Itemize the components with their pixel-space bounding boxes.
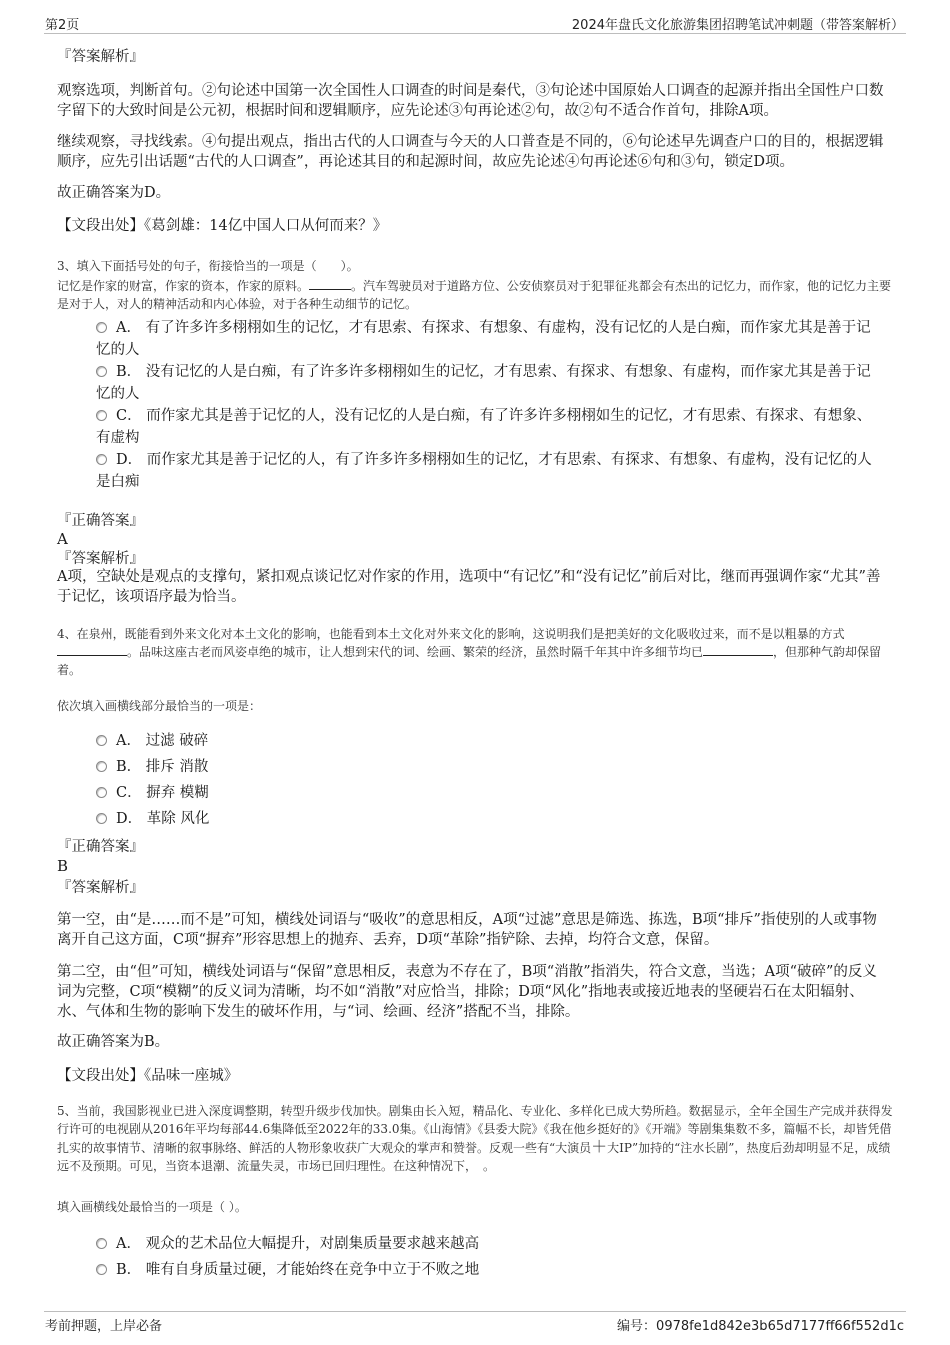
q4-option-b-text: B． 排斥 消散 (116, 759, 209, 775)
q3-option-d-text: D． 而作家尤其是善于记忆的人，有了许多许多栩栩如生的记忆，才有思索、有探求、有想象、有虚构，没有记忆的人是白痴 (96, 452, 872, 490)
radio-icon[interactable] (96, 787, 107, 798)
radio-icon[interactable] (96, 735, 107, 746)
q5-stem (57, 1102, 895, 1175)
q4-analysis-para2: 第二空，由“但”可知，横线处词语与“保留”意思相反，表意为不存在了，B项“消散”指消失，符合文意，当选；A项“破碎”的反义词为完整，C项“模糊”的反义词为清晰，均不如“消散”对应恰当，排除；D项“风化”指地表或接近地表的坚硬岩石在太阳辐射、水、气体和生物的影响下发生的破坏作用，与“词、绘画、经济”搭配不当，排除。 (57, 964, 877, 1020)
q3-option-a[interactable] (96, 317, 882, 361)
header-divider (44, 33, 906, 34)
q2-analysis-para1: 观察选项，判断首句。②句论述中国第一次全国性人口调查的时间是秦代，③句论述中国原始人口调查的起源并指出全国性户口数字留下的大致时间是公元初，根据时间和逻辑顺序，应先论述③句再论述②句，故②句不适合作首句，排除A项。 (57, 83, 884, 119)
q3-analysis-heading: 『答案解析』 (57, 551, 144, 567)
q4-blank-2 (703, 643, 773, 656)
q4-source: 【文段出处】《品味一座城》 (57, 1068, 239, 1084)
q3-option-c-text: C． 而作家尤其是善于记忆的人，没有记忆的人是白痴，有了许多许多栩栩如生的记忆，才有思索、有探求、有想象、有虚构 (96, 408, 872, 446)
document-title: 2024年盘氏文化旅游集团招聘笔试冲刺题（带答案解析） (571, 18, 904, 33)
radio-icon[interactable] (96, 322, 107, 333)
q5-stem-part1: 5、当前，我国影视业已进入深度调整期，转型升级步伐加快。剧集由长入短，精品化、专业化、多样化已成大势所趋。数据显示，全年全国生产完成并获得发行许可的电视剧从2016年平均每部44.6集降低至2022年的33.0集。《山海情》《县委大院》《我在他乡挺好的》《开端》等剧集集数不多，篇幅不长，却皆凭借扎实的故事情节、清晰的叙事脉络、鲜活的人物形象收获广大观众的掌声和赞誉。反观一些有“大演员 (57, 1104, 893, 1155)
q5-option-a[interactable] (96, 1233, 882, 1255)
q5-stem-part2: 大IP”加持的“注水长剧”，热度后劲却明显不足，成绩远不及预期。可见，当资本退潮、流量失灵，市场已回归理性。在这种情况下， 。 (57, 1141, 891, 1173)
q4-analysis-heading: 『答案解析』 (57, 880, 144, 896)
radio-icon[interactable] (96, 410, 107, 421)
q4-stem-part2: 。品味这座古老而风姿卓绝的城市，让人想到宋代的词、绘画、繁荣的经济，虽然时隔千年其中许多细节均已 (127, 645, 704, 659)
q5-option-b[interactable] (96, 1259, 882, 1281)
q4-option-a-text: A． 过滤 破碎 (116, 733, 209, 749)
q4-analysis-para1: 第一空，由“是……而不是”可知，横线处词语与“吸收”的意思相反，A项“过滤”意思是筛选、拣选，B项“排斥”指使别的人或事物离开自己这方面，C项“摒弃”形容思想上的抛弃、丢弃，D项“革除”指铲除、去掉，均符合文意，保留。 (57, 912, 877, 948)
q3-option-c[interactable] (96, 405, 882, 449)
q4-prompt: 依次填入画横线部分最恰当的一项是： (57, 699, 262, 713)
q4-option-c[interactable] (96, 782, 882, 804)
q3-answer: A (57, 530, 68, 548)
page-number: 第2页 (45, 18, 80, 33)
q4-option-c-text: C． 摒弃 模糊 (116, 785, 209, 801)
q4-stem-part3: ，但那种气韵却保留着。 (57, 645, 882, 677)
q4-option-b[interactable] (96, 756, 882, 778)
q4-stem (57, 625, 895, 679)
q3-analysis: A项，空缺处是观点的支撑句，紧扣观点谈记忆对作家的作用，选项中“有记忆”和“没有记忆”前后对比，继而再强调作家“尤其”善于记忆，该项语序最为恰当。 (57, 569, 881, 605)
q2-source: 【文段出处】《葛剑雄：14亿中国人口从何而来？》 (57, 218, 388, 234)
document-id: 编号：0978fe1d842e3b65d7177ff66f552d1c (617, 1319, 904, 1334)
q3-passage (57, 277, 895, 313)
q4-conclusion: 故正确答案为B。 (57, 1034, 170, 1050)
radio-icon[interactable] (96, 366, 107, 377)
q3-passage-part2: 。汽车驾驶员对于道路方位、公安侦察员对于犯罪征兆都会有杰出的记忆力，而作家，他的记忆力主要是对于人，对人的精神活动和内心体验，对于各种生动细节的记忆。 (57, 279, 892, 311)
q2-analysis-heading: 『答案解析』 (57, 49, 144, 65)
q4-stem-part1: 4、在泉州，既能看到外来文化对本土文化的影响，也能看到本土文化对外来文化的影响，这说明我们是把美好的文化吸收过来，而不是以粗暴的方式 (57, 627, 845, 641)
q3-passage-part1: 记忆是作家的财富，作家的资本，作家的原料。 (57, 279, 310, 293)
q3-stem: 3、填入下面括号处的句子，衔接恰当的一项是（ ）。 (57, 259, 359, 273)
q4-option-a[interactable] (96, 730, 882, 752)
radio-icon[interactable] (96, 454, 107, 465)
q4-answer: B (57, 857, 69, 875)
q2-conclusion: 故正确答案为D。 (57, 185, 171, 201)
footer-slogan: 考前押题，上岸必备 (45, 1319, 163, 1334)
q5-prompt: 填入画横线处最恰当的一项是（ ）。 (57, 1200, 247, 1214)
q3-answer-heading: 『正确答案』 (57, 513, 144, 529)
q5-option-a-text: A． 观众的艺术品位大幅提升，对剧集质量要求越来越高 (116, 1236, 480, 1252)
q3-option-b-text: B． 没有记忆的人是白痴，有了许多许多栩栩如生的记忆，才有思索、有探求、有想象、有虚构，而作家尤其是善于记忆的人 (96, 364, 871, 402)
q4-option-d[interactable] (96, 808, 882, 830)
q4-option-d-text: D． 革除 风化 (116, 811, 210, 827)
radio-icon[interactable] (96, 1264, 107, 1275)
q4-blank-1 (57, 643, 127, 656)
radio-icon[interactable] (96, 1238, 107, 1249)
radio-icon[interactable] (96, 761, 107, 772)
q5-plus-sign: ＋ (591, 1137, 608, 1156)
q2-analysis-para2: 继续观察，寻找线索。④句提出观点，指出古代的人口调查与今天的人口普查是不同的，⑥句论述早先调查户口的目的，根据逻辑顺序，应先引出话题“古代的人口调查”，再论述其目的和起源时间，故应先论述④句再论述⑥句和③句，锁定D项。 (57, 134, 884, 170)
q4-answer-heading: 『正确答案』 (57, 839, 144, 855)
footer-divider (44, 1311, 906, 1312)
q3-option-b[interactable] (96, 361, 882, 405)
q3-blank (309, 277, 351, 290)
q3-option-d[interactable] (96, 449, 882, 493)
q5-option-b-text: B． 唯有自身质量过硬，才能始终在竞争中立于不败之地 (116, 1262, 480, 1278)
q3-option-a-text: A． 有了许多许多栩栩如生的记忆，才有思索、有探求、有想象、有虚构，没有记忆的人是白痴，而作家尤其是善于记忆的人 (96, 320, 871, 358)
radio-icon[interactable] (96, 813, 107, 824)
